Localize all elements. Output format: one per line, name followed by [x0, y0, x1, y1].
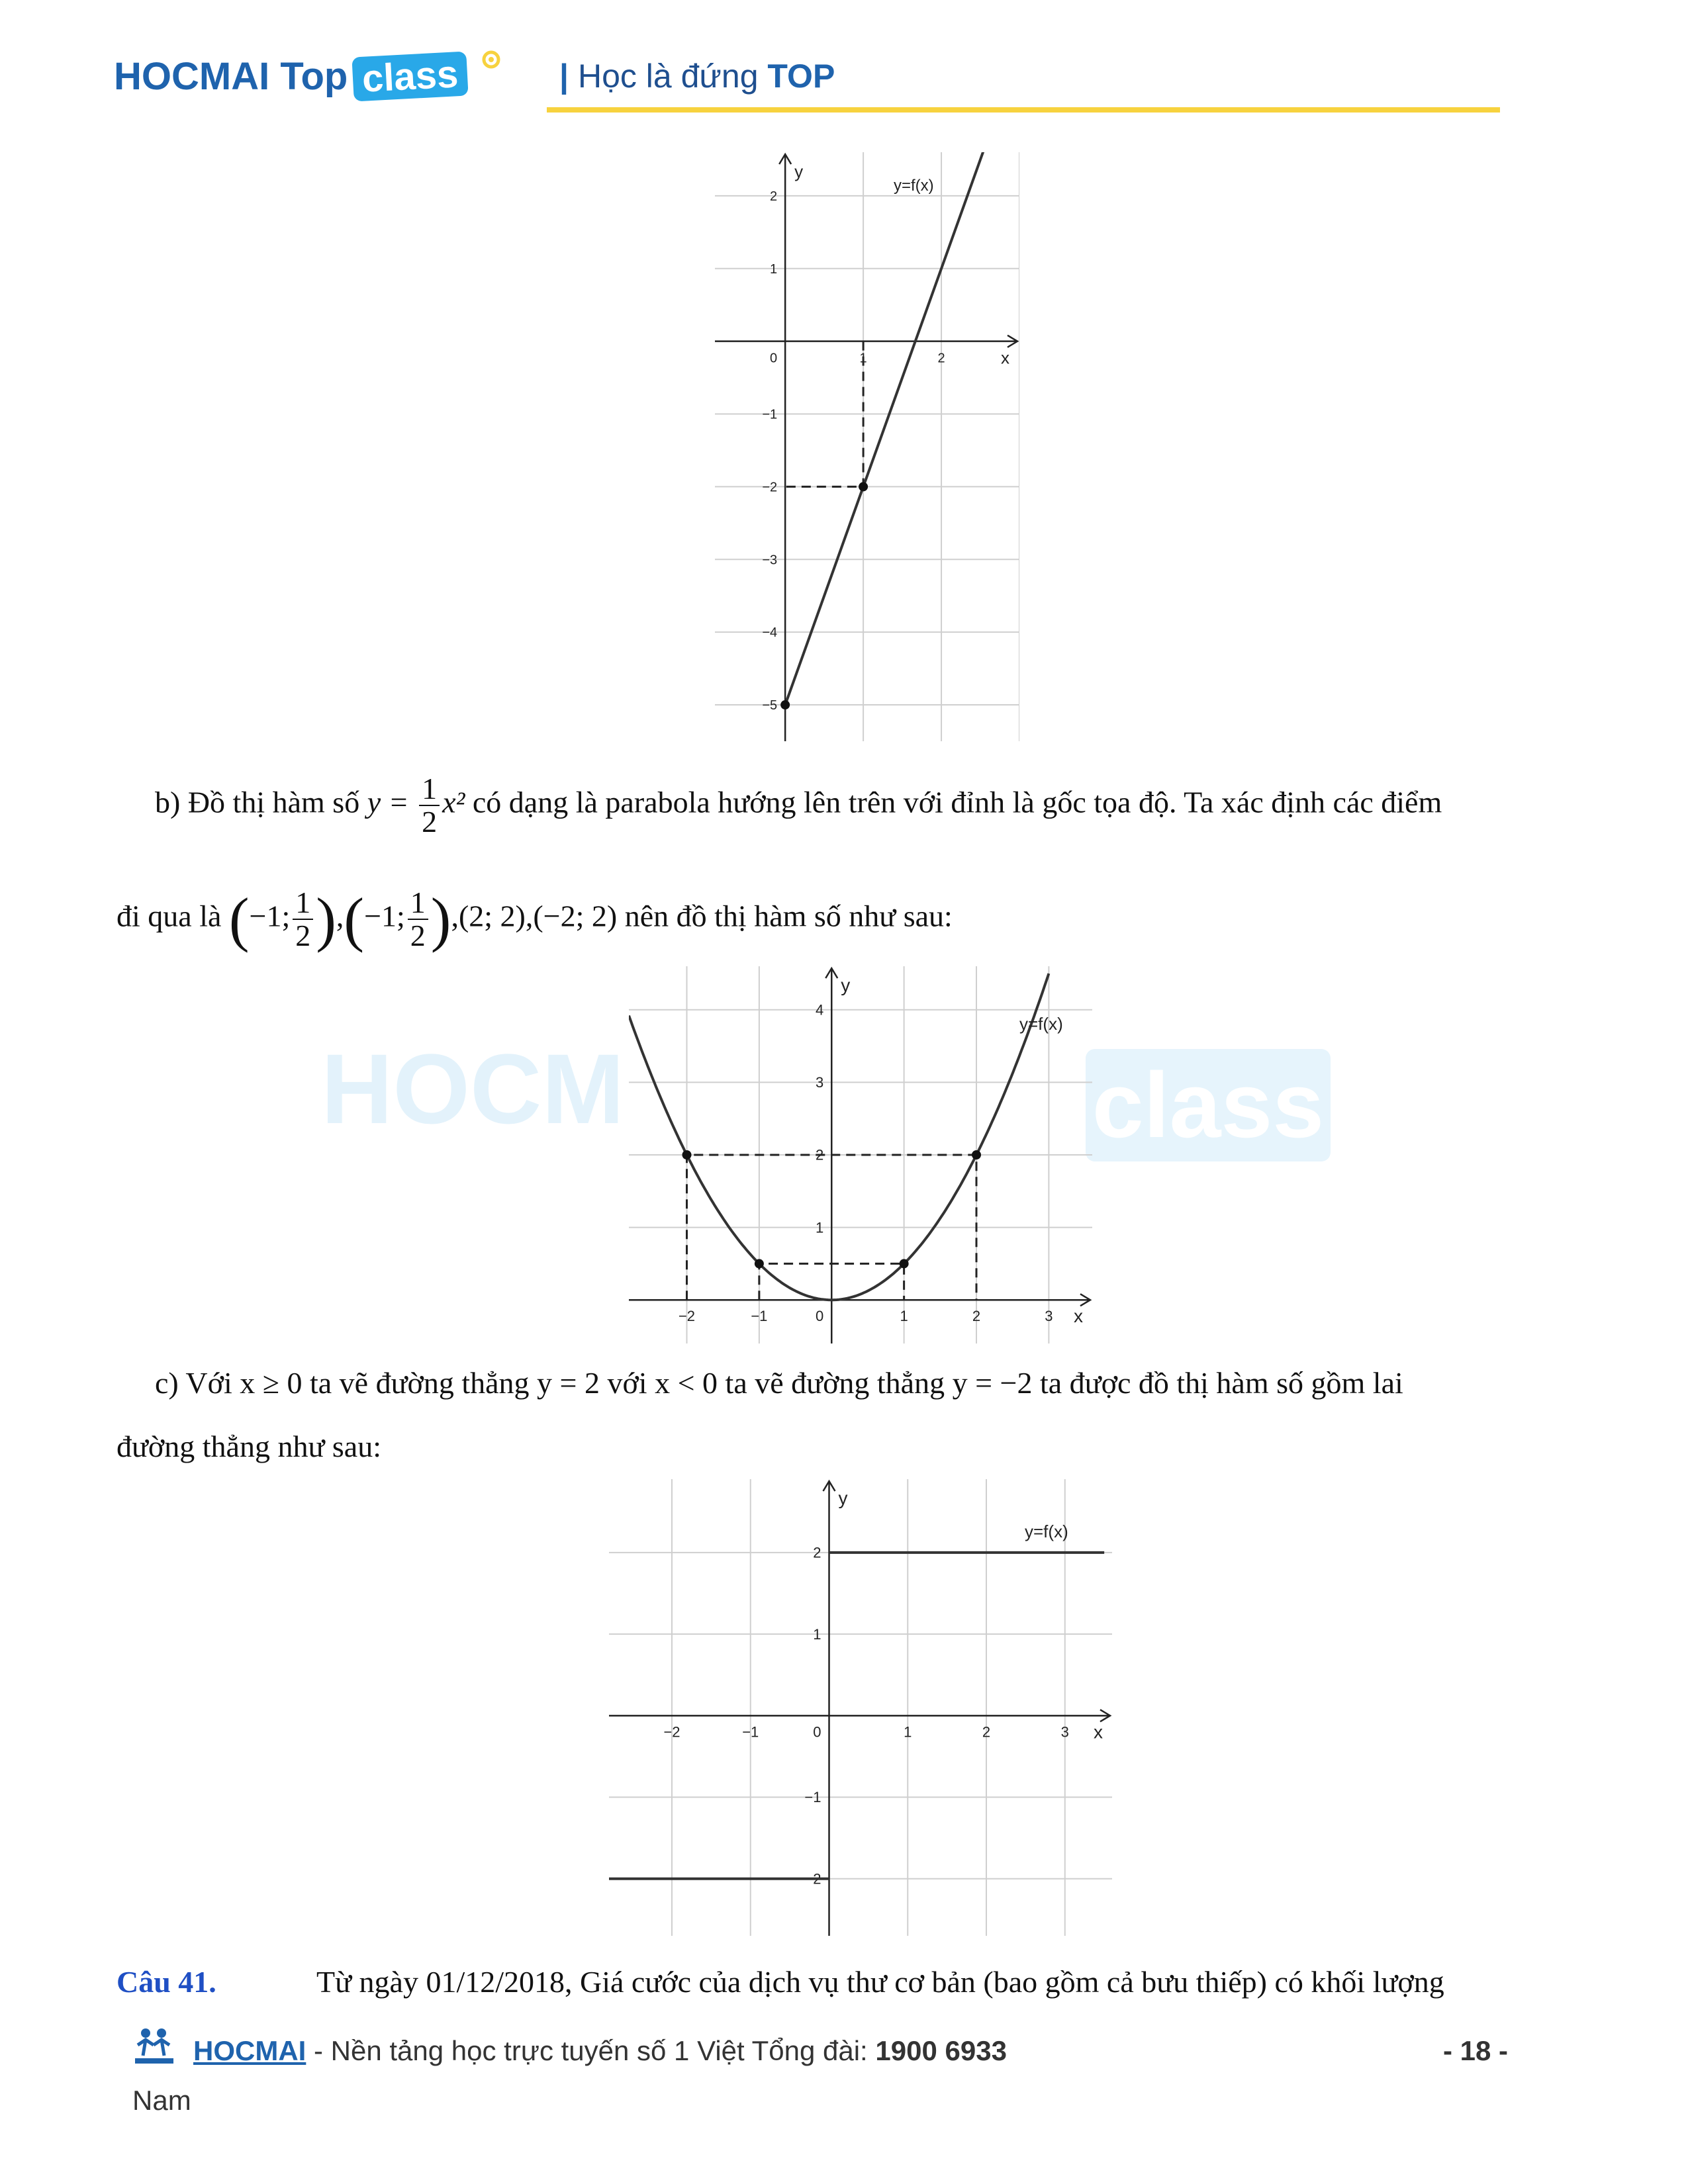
data-point [900, 1259, 909, 1268]
y-axis-label: y [794, 161, 804, 181]
series-label: y=f(x) [1019, 1014, 1063, 1034]
b2-intro: đi qua là [117, 899, 222, 933]
b-formula-x: x² [442, 785, 465, 819]
x-tick-label: −1 [742, 1723, 759, 1741]
b2-p1-den: 2 [295, 919, 311, 952]
b2-point2: −1; [364, 899, 405, 933]
data-point [780, 700, 790, 709]
data-point [859, 482, 868, 491]
x-tick-label: 1 [859, 351, 867, 366]
tagline-bar: | [559, 58, 569, 95]
y-tick-label: 1 [770, 261, 778, 277]
b-frac-den: 2 [422, 805, 438, 839]
data-point [682, 1150, 692, 1160]
footer-text: - Nền tảng học trực tuyến số 1 Việt Tổng đài: [306, 2035, 876, 2066]
chart-parabola [629, 966, 1092, 1343]
x-tick-label: −2 [663, 1723, 680, 1741]
question-41 [117, 1962, 216, 2002]
question-text: Từ ngày 01/12/2018, Giá cước của dịch vụ thư cơ bản (bao gồm cả bưu thiếp) có khối lượng [316, 1965, 1444, 1999]
y-tick-label: 2 [816, 1146, 824, 1163]
x-tick-label: 3 [1060, 1723, 1069, 1741]
x-tick-label: −2 [678, 1308, 696, 1325]
tagline-text: Học là đứng [578, 58, 759, 95]
x-tick-label: 2 [972, 1308, 981, 1325]
footer-wrap-text: Nam [132, 2085, 191, 2116]
sun-icon [478, 46, 504, 73]
b2-p1-num: 1 [293, 887, 313, 920]
y-tick-label: −1 [804, 1789, 821, 1806]
x-axis-label: x [1074, 1306, 1083, 1327]
series-label: y=f(x) [1025, 1522, 1068, 1541]
watermark-left: HOCM [321, 1033, 625, 1144]
series-curve [629, 974, 1049, 1300]
tagline-strong: TOP [767, 58, 835, 95]
y-tick-label: 4 [816, 1001, 824, 1019]
data-point [972, 1150, 981, 1160]
b2-point1: −1; [249, 899, 291, 933]
hocmai-topclass-logo [114, 54, 467, 99]
hocmai-footer-icon [131, 2025, 177, 2071]
y-tick-label: 2 [813, 1544, 821, 1561]
x-tick-label: 1 [904, 1723, 912, 1741]
b2-point1-frac [293, 887, 313, 952]
x-tick-label: −1 [751, 1308, 768, 1325]
watermark-right: class [1086, 1049, 1331, 1161]
y-tick-label: 2 [770, 189, 778, 204]
y-tick-label: 1 [816, 1219, 824, 1236]
logo-class-text: class [352, 52, 469, 102]
paragraph-b [155, 773, 1442, 838]
y-tick-label: −2 [762, 480, 778, 495]
y-axis-label: y [838, 1488, 848, 1508]
b2-p2-den: 2 [410, 919, 426, 952]
y-axis-label: y [841, 975, 851, 995]
header-rule [547, 107, 1500, 113]
x-axis-label: x [1094, 1721, 1103, 1743]
b-rest: có dạng là parabola hướng lên trên với đỉnh là gốc tọa độ. Ta xác định các điểm [472, 785, 1442, 819]
b-fraction [419, 773, 440, 838]
y-tick-label: 1 [813, 1625, 821, 1643]
y-tick-label: −3 [762, 553, 778, 568]
b2-points-rest: ,(2; 2),(−2; 2) [451, 899, 618, 933]
footer-hotline: 1900 6933 [875, 2035, 1007, 2066]
y-tick-label: 3 [816, 1074, 824, 1091]
series-label: y=f(x) [894, 177, 934, 195]
y-tick-label: −5 [762, 698, 778, 713]
page-number: - 18 - [1443, 2035, 1509, 2066]
paragraph-c-line2: đường thẳng như sau: [117, 1430, 381, 1463]
paragraph-b-points: đi qua là (−1; $\frac{1}{2}$ ),(−1; $\frac{1}{2}$ ),(2; 2),(−2; 2) nên đồ thị hàm số như sau: [117, 886, 953, 953]
footer-brand-link[interactable]: HOCMAI [193, 2035, 306, 2066]
paragraph-c-line1: c) Với x ≥ 0 ta vẽ đường thẳng y = 2 với x < 0 ta vẽ đường thẳng y = −2 ta được đồ thị hàm số gồm lai [155, 1366, 1403, 1400]
y-tick-label: −2 [804, 1870, 821, 1888]
chart-piecewise-constant [609, 1479, 1112, 1936]
b2-p2-num: 1 [408, 887, 428, 920]
question-label: Câu 41. [117, 1965, 216, 1999]
x-axis-label: x [1001, 347, 1009, 368]
x-tick-label: 2 [982, 1723, 991, 1741]
chart-linear-function [715, 152, 1019, 741]
data-point [755, 1259, 764, 1268]
y-tick-label: −4 [762, 625, 778, 641]
b2-point2-frac [408, 887, 428, 952]
b2-rest: nên đồ thị hàm số như sau: [624, 899, 953, 933]
b-intro: b) Đồ thị hàm số [155, 785, 360, 819]
x-tick-label: 2 [937, 351, 945, 366]
origin-label: 0 [770, 351, 778, 366]
y-tick-label: −1 [762, 407, 778, 422]
b-frac-num: 1 [419, 773, 440, 806]
x-tick-label: 3 [1045, 1308, 1053, 1325]
series-line [785, 152, 988, 705]
footer [193, 2035, 1007, 2067]
header-tagline [559, 57, 835, 95]
b-formula-y: y = [367, 785, 409, 819]
origin-label: 0 [813, 1723, 821, 1741]
logo-main-text: HOCMAI Top [114, 55, 348, 98]
x-tick-label: 1 [900, 1308, 908, 1325]
origin-label: 0 [816, 1308, 824, 1325]
